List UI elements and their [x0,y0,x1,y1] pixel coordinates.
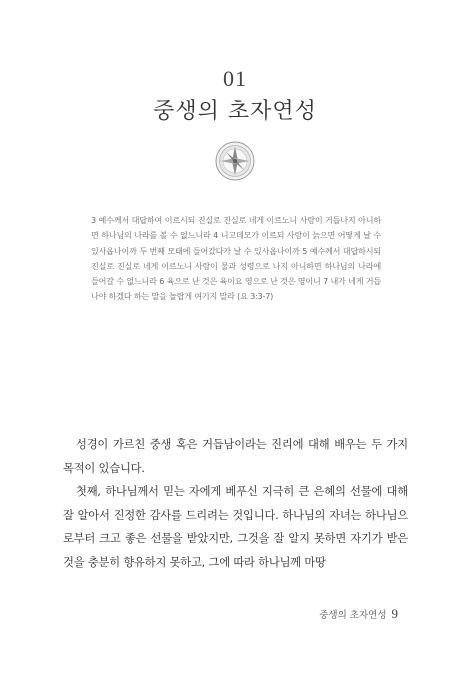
page-footer [319,606,398,622]
page-number: 9 [391,606,398,621]
body-paragraph: 성경이 가르친 중생 혹은 거듭남이라는 진리에 대해 배우는 두 가지 목적이 있습니다. [63,438,408,475]
chapter-number: 01 [223,66,247,91]
scripture-passage: 3 예수께서 대답하여 이르시되 진실로 진실로 네게 이르노니 사람이 거듭나지 아니하면 하나님의 나라를 볼 수 없느니라 4 니고데모가 이르되 사람이 늙으면 어떻게 날 수 있사옵나이까 두 번째 모태에 들어갔다가 날 수 있사옵나이까 5 예수께서 대답하시되 진실로 진실로 네게 이르노니 사람이 물과 성령으로 나지 아니하면 하나님의 나라에 들어갈 수 없느니라 6 육으로 난 것은 육이요 영으로 난 것은 영이니 7 내가 네게 거듭나야 하겠다 하는 말을 놀랍게 여기지 말라 (요 3:3-7) [91,215,381,302]
body-text [63,433,408,574]
chapter-title: 중생의 초자연성 [153,99,317,124]
running-title: 중생의 초자연성 [319,610,387,621]
compass-emblem-icon [214,140,256,182]
body-paragraph: 첫째, 하나님께서 믿는 자에게 베푸신 지극히 큰 은혜의 선물에 대해 잘 알아서 진정한 감사를 드리려는 것입니다. 하나님의 자녀는 하나님으로부터 크고 좋은 선물을 받았지만, 그것을 잘 알지 못하면 자기가 받은 것을 충분히 향유하지 못하고, 그에 따라 하나님께 마땅 [63,485,408,569]
